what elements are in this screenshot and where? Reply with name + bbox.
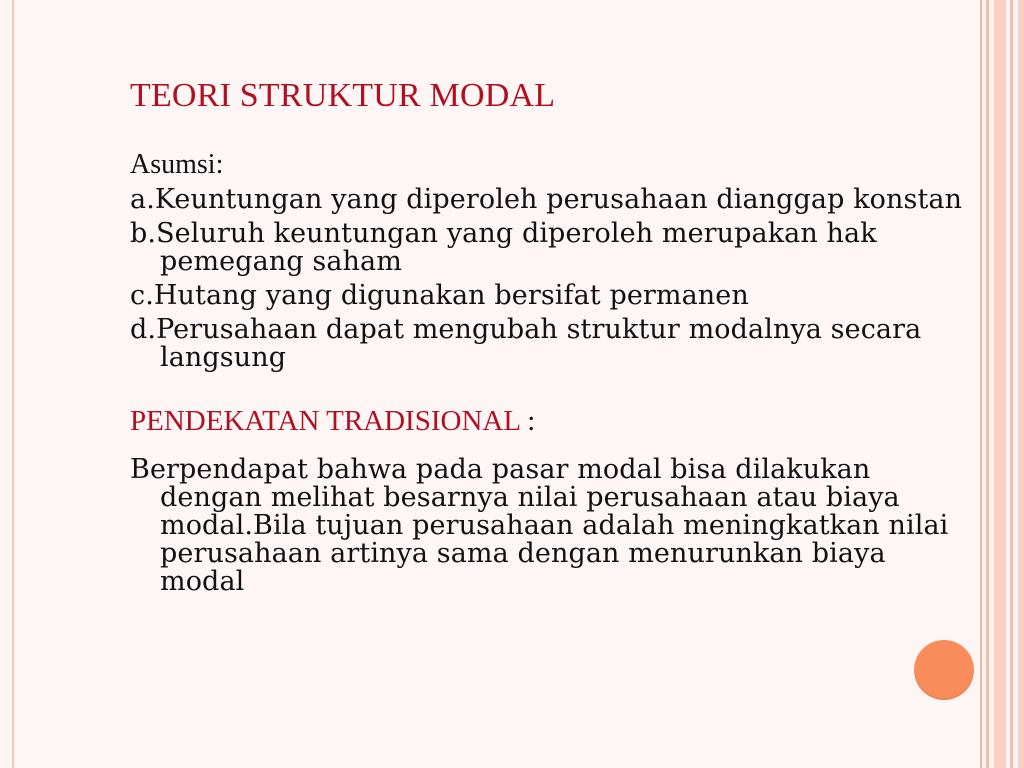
subheading bbox=[130, 404, 970, 438]
slide-title: TEORI STRUKTUR MODAL bbox=[130, 77, 556, 114]
assumption-item-d: d.Perusahaan dapat mengubah struktur modalnya secara langsung bbox=[130, 314, 922, 373]
assumption-item-b: b.Seluruh keuntungan yang diperoleh merupakan hak pemegang saham bbox=[130, 218, 877, 277]
stripe bbox=[980, 0, 982, 768]
subheading-colon: : bbox=[519, 405, 536, 437]
stripe bbox=[986, 0, 989, 768]
description-paragraph: Berpendapat bahwa pada pasar modal bisa dilakukan dengan melihat besarnya nilai perusahaan atau biaya modal.Bila tujuan perusahaan adalah meningkatkan nilai perusahaan artinya sama dengan menurunkan biaya modal bbox=[130, 454, 949, 597]
right-decorative-stripes bbox=[980, 0, 1024, 768]
subheading-text: PENDEKATAN TRADISIONAL bbox=[130, 405, 520, 437]
stripe bbox=[1018, 0, 1024, 768]
assumptions-label: Asumsi: bbox=[130, 149, 224, 180]
orange-circle-icon bbox=[914, 640, 974, 700]
stripe bbox=[1010, 0, 1013, 768]
spacer bbox=[130, 378, 970, 404]
stripe bbox=[994, 0, 1006, 768]
assumption-item-c: c.Hutang yang digunakan bersifat permanen bbox=[130, 280, 749, 311]
left-border bbox=[12, 0, 14, 768]
slide-content bbox=[130, 76, 970, 596]
assumption-item-a: a.Keuntungan yang diperoleh perusahaan dianggap konstan bbox=[130, 184, 963, 215]
